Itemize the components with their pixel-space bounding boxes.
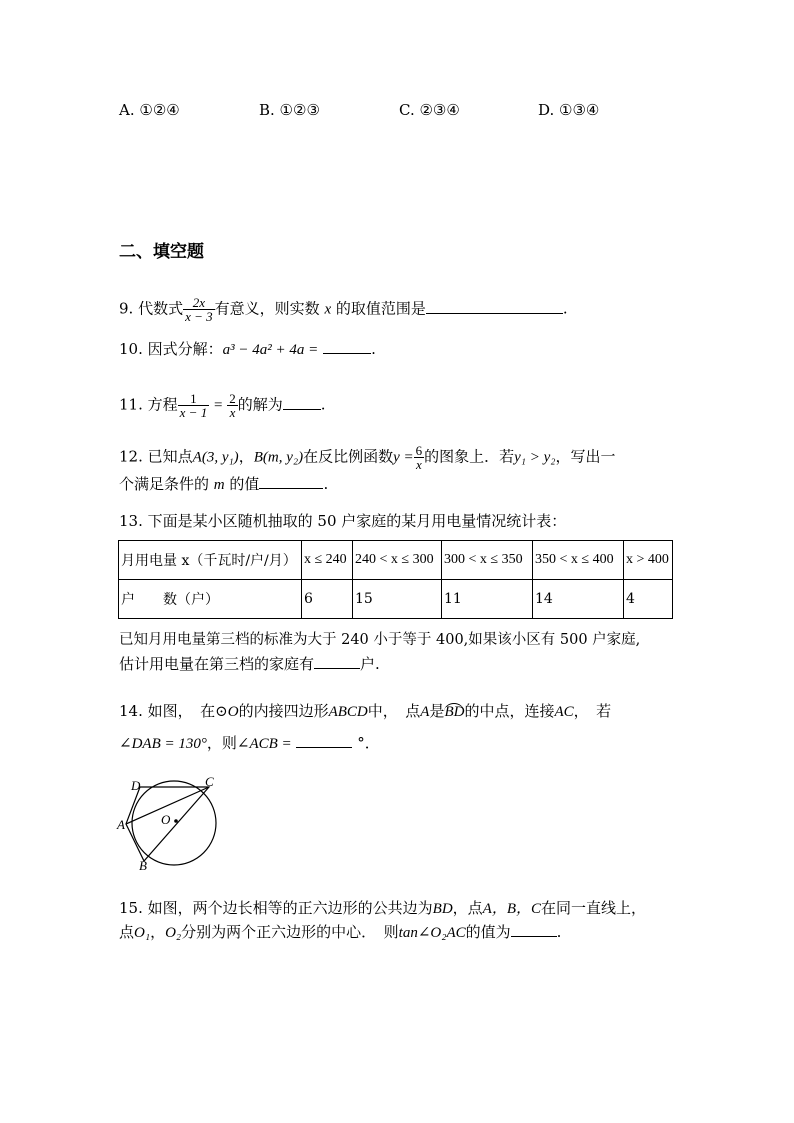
- q15-number: 15.: [119, 899, 143, 917]
- q15-expression: tan∠O₂AC: [398, 925, 466, 941]
- q9-end: .: [562, 299, 568, 318]
- table-header-cell: 240 < x ≤ 300: [353, 541, 442, 580]
- q9-number: 9.: [119, 299, 134, 318]
- option-d: D. ①③④: [538, 101, 600, 119]
- question-12-line-1: [119, 444, 616, 471]
- table-header-cell: x > 400: [624, 541, 673, 580]
- table-header-cell: 300 < x ≤ 350: [442, 541, 533, 580]
- q12-condition: y₁ > y₂: [514, 449, 556, 466]
- q15-end: .: [556, 923, 562, 941]
- q10-answer-blank[interactable]: [323, 339, 371, 354]
- label-b: B: [139, 858, 147, 873]
- table-cell: 户 数（户）: [119, 580, 302, 619]
- q14-number: 14.: [119, 702, 143, 720]
- q11-fraction-2: [227, 392, 238, 419]
- q11-answer-blank[interactable]: [283, 395, 321, 410]
- table-header-cell: 月用电量 x（千瓦时/户/月）: [119, 541, 302, 580]
- q9-answer-blank[interactable]: [426, 299, 563, 314]
- table-header-cell: x ≤ 240: [302, 541, 353, 580]
- q13-after-end: 户.: [360, 655, 380, 673]
- q14-quad: ABCD: [328, 704, 368, 720]
- q12-frac-den: x: [414, 457, 425, 471]
- q15-points: A，B，C: [482, 901, 542, 917]
- q11-equals: =: [213, 397, 223, 414]
- table-cell: 14: [533, 580, 624, 619]
- table-cell: 6: [302, 580, 353, 619]
- q13-number: 13.: [119, 512, 143, 530]
- table-row: [119, 580, 673, 619]
- q11-number: 11.: [119, 395, 143, 414]
- q9-text-2: 有意义，则实数: [214, 299, 320, 318]
- q14-text: 如图， 在: [147, 702, 216, 720]
- q9-frac-num: 2x: [192, 295, 206, 310]
- table-cell: 11: [442, 580, 533, 619]
- question-9: [119, 296, 568, 323]
- q12-text-3: 的图象上．若: [424, 447, 515, 466]
- q14-angle-acb: ∠ACB =: [236, 736, 292, 752]
- q15-text: 如图，两个边长相等的正六边形的公共边为: [147, 899, 433, 917]
- q14-answer-blank[interactable]: [296, 733, 352, 748]
- label-a: A: [117, 817, 125, 832]
- q12-point-b: B(m, y₂): [253, 449, 304, 466]
- q12-answer-blank[interactable]: [259, 474, 323, 489]
- q15-text-5: ，: [150, 923, 166, 941]
- q11-f2-num: 2: [229, 391, 236, 406]
- q14-point-a: A: [420, 704, 430, 720]
- q14-text-5: 的中点，连接: [464, 702, 555, 720]
- question-11: [119, 392, 326, 419]
- q12-text-6: 的值: [229, 475, 260, 493]
- q12-text: 已知点: [147, 447, 193, 466]
- table-cell: 4: [624, 580, 673, 619]
- q12-m: m: [213, 477, 225, 493]
- table-header-row: [119, 541, 673, 580]
- q11-end: .: [320, 395, 326, 414]
- question-14-line-2: [119, 733, 380, 754]
- q9-text: 代数式: [138, 299, 184, 318]
- option-c: C. ②③④: [399, 101, 460, 119]
- electricity-table: [118, 540, 673, 619]
- q14-text-7: ，则: [206, 734, 237, 752]
- q14-ac: AC: [554, 704, 574, 720]
- q13-after-line-1: 已知月用电量第三档的标准为大于 240 小于等于 400,如果该小区有 500 户家庭,: [119, 632, 641, 648]
- q9-frac-den: x − 3: [185, 309, 213, 324]
- q15-text-2: ，点: [452, 899, 483, 917]
- q12-func: y =: [393, 449, 414, 466]
- q15-text-6: 分别为两个正六边形的中心． 则: [181, 923, 399, 941]
- q12-fraction: [414, 444, 425, 471]
- q14-circle: ⊙O: [215, 704, 239, 720]
- label-d: D: [131, 778, 141, 793]
- q10-end: .: [371, 340, 376, 358]
- q11-f1-den: x − 1: [179, 405, 208, 420]
- q14-end: °．: [357, 734, 380, 752]
- q12-frac-num: 6: [415, 443, 423, 458]
- table-cell: 15: [353, 580, 442, 619]
- q10-expression: a³ − 4a² + 4a =: [222, 342, 319, 358]
- q14-text-4: 是: [429, 702, 445, 720]
- q13-answer-blank[interactable]: [314, 654, 360, 669]
- question-15-line-2: [119, 922, 561, 943]
- q12-number: 12.: [119, 447, 143, 466]
- q11-text: 方程: [147, 395, 178, 414]
- q14-text-2: 的内接四边形: [238, 702, 329, 720]
- q11-fraction-1: [178, 392, 210, 419]
- question-15-line-1: [119, 898, 646, 919]
- q15-o2: O₂: [165, 925, 182, 941]
- q11-f2-den: x: [227, 405, 238, 419]
- q15-answer-blank[interactable]: [511, 922, 557, 937]
- q10-number: 10.: [119, 340, 143, 358]
- q13-text: 下面是某小区随机抽取的 50 户家庭的某月用电量情况统计表：: [147, 512, 567, 530]
- q9-text-3: 的取值范围是: [335, 299, 426, 318]
- label-o: O: [161, 812, 171, 827]
- question-13: [119, 511, 566, 531]
- q13-after-line-2: [119, 654, 380, 674]
- q11-text-2: 的解为: [237, 395, 283, 414]
- section-title: 二、填空题: [119, 242, 204, 262]
- q14-text-3: 中， 点: [367, 702, 421, 720]
- q15-text-7: 的值为: [465, 923, 511, 941]
- q14-angle-dab: ∠DAB = 130°: [119, 736, 207, 752]
- option-a: A. ①②④: [119, 101, 180, 119]
- q14-arc: BD: [444, 704, 465, 720]
- question-10: [119, 339, 376, 360]
- q9-var: x: [324, 301, 332, 318]
- q14-circle-figure: [114, 774, 224, 874]
- q11-f1-num: 1: [190, 391, 197, 406]
- q15-o1: O₁: [134, 925, 151, 941]
- q12-comma: ，: [238, 447, 254, 466]
- q12-text-4: ，写出一: [555, 447, 616, 466]
- option-b: B. ①②③: [259, 101, 320, 119]
- q12-text-2: 在反比例函数: [303, 447, 394, 466]
- q12-text-5: 个满足条件的: [119, 475, 210, 493]
- q10-text: 因式分解：: [147, 340, 223, 358]
- question-14-line-1: [119, 701, 611, 722]
- q15-text-4: 点: [119, 923, 135, 941]
- q9-fraction: [183, 296, 215, 323]
- label-c: C: [205, 774, 214, 789]
- q12-point-a: A(3, y₁): [192, 449, 239, 466]
- q13-after-text: 估计用电量在第三档的家庭有: [119, 655, 315, 673]
- question-12-line-2: [119, 474, 328, 495]
- center-point: [174, 819, 178, 823]
- q12-end: .: [323, 475, 329, 493]
- q15-text-3: 在同一直线上，: [541, 899, 647, 917]
- table-header-cell: 350 < x ≤ 400: [533, 541, 624, 580]
- q15-bd: BD: [432, 901, 453, 917]
- q14-text-6: ， 若: [573, 702, 612, 720]
